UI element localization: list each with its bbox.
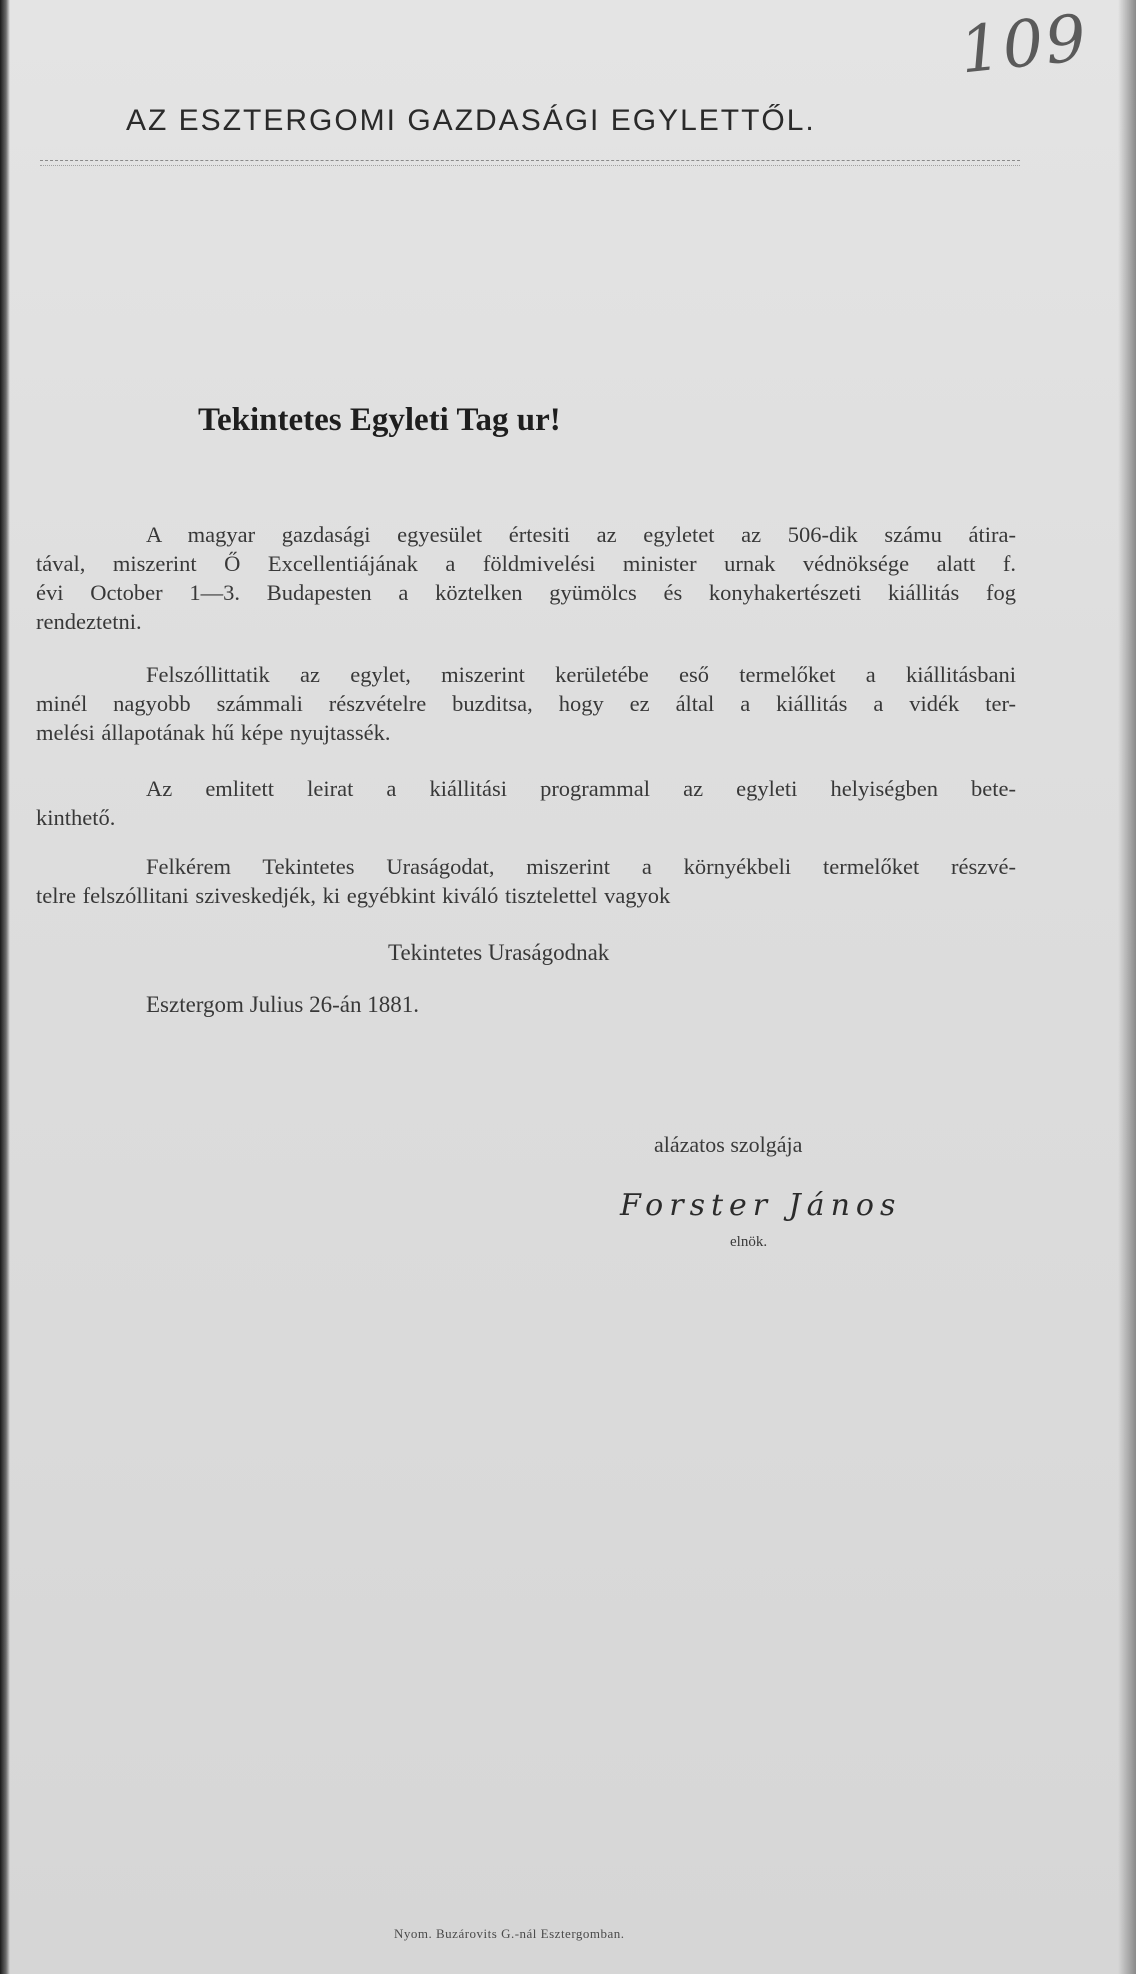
paragraph-line: telre felszóllitani sziveskedjék, ki egyébkint kiváló tisztelettel vagyok: [36, 883, 671, 908]
letterhead-divider: [40, 160, 1020, 166]
paragraph-line: minél nagyobb számmali részvételre buzditsa, hogy ez által a kiállitás a vidék ter-: [36, 691, 1016, 716]
signer-role: elnök.: [730, 1234, 768, 1250]
paragraph-1: [36, 520, 1016, 636]
paragraph-line: A magyar gazdasági egyesület értesiti az egyletet az 506-dik számu átira-: [146, 522, 1016, 547]
paragraph-line: tával, miszerint Ő Excellentiájának a földmivelési minister urnak védnöksége alatt f.: [36, 551, 1016, 576]
paragraph-line: Az emlitett leirat a kiállitási programmal az egyleti helyiségben bete-: [146, 776, 1016, 801]
paragraph-3: [36, 774, 1016, 832]
printer-note: Nyom. Buzárovits G.-nál Esztergomban.: [394, 1926, 625, 1941]
paragraph-line: évi October 1—3. Budapesten a köztelken gyümölcs és konyhakertészeti kiállitás fog: [36, 580, 1016, 605]
paragraph-line: kinthető.: [36, 805, 116, 830]
paragraph-line: Felkérem Tekintetes Uraságodat, miszerint a környékbeli termelőket részvé-: [146, 854, 1016, 879]
signature: Forster János: [620, 1188, 902, 1223]
paragraph-line: Felszóllittatik az egylet, miszerint kerületébe eső termelőket a kiállitásbani: [146, 662, 1016, 687]
paragraph-line: melési állapotának hű képe nyujtassék.: [36, 720, 391, 745]
paragraph-line: rendeztetni.: [36, 609, 142, 634]
salutation: Tekintetes Egyleti Tag ur!: [198, 402, 561, 438]
paragraph-4: [36, 852, 1016, 910]
closing-phrase: alázatos szolgája: [654, 1132, 803, 1157]
archive-number: 109: [956, 1, 1092, 89]
letterhead-title: AZ ESZTERGOMI GAZDASÁGI EGYLETTŐL.: [126, 104, 816, 137]
closing-address: Tekintetes Uraságodnak: [388, 940, 610, 965]
date-line: Esztergom Julius 26-án 1881.: [146, 992, 419, 1017]
paragraph-2: [36, 660, 1016, 747]
